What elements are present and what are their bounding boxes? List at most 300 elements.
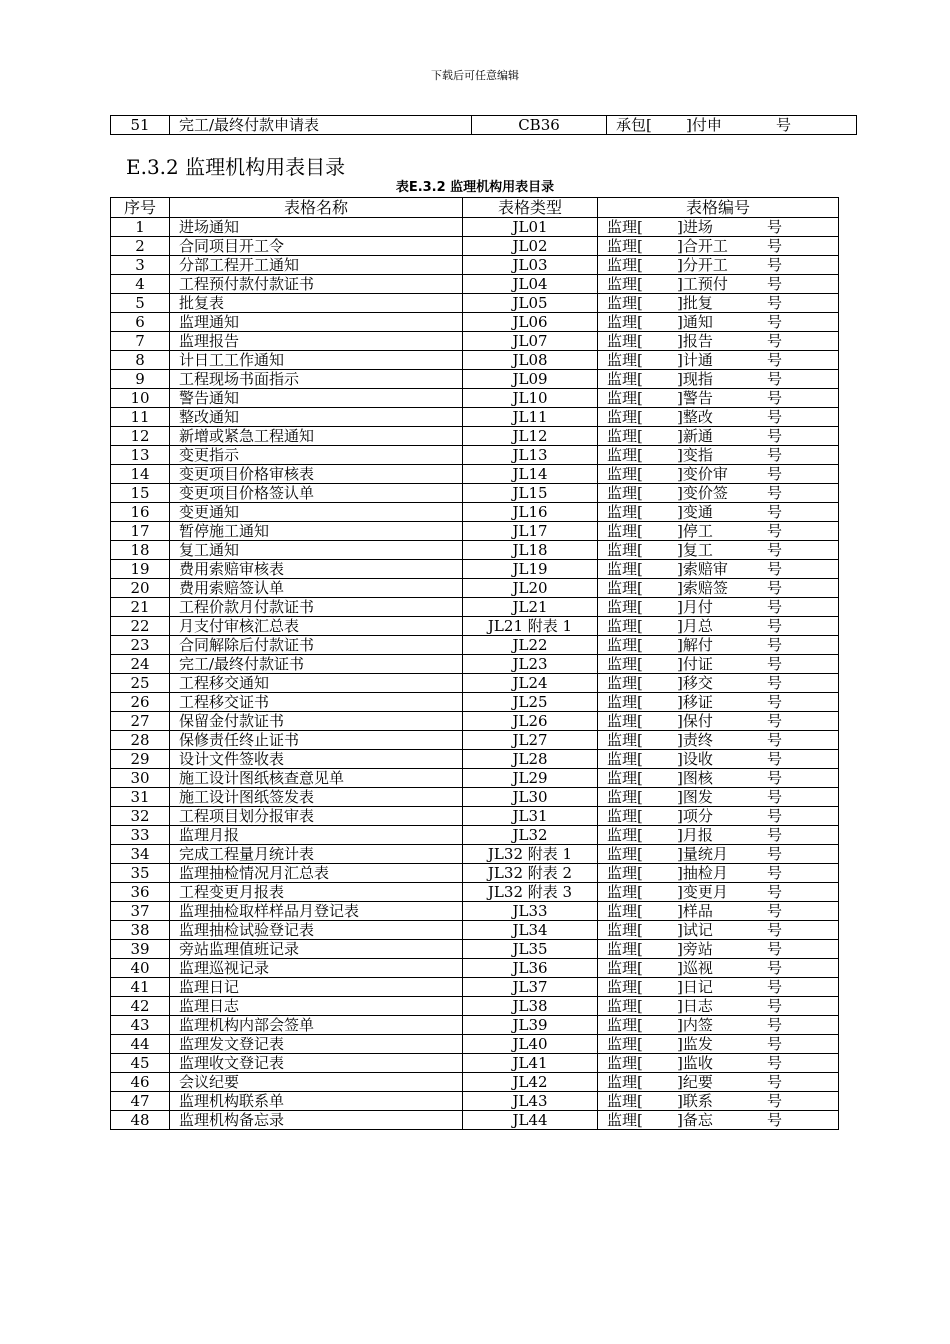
form-code: [598, 997, 839, 1016]
code-suffix: 号: [767, 503, 783, 521]
form-type: JL29: [463, 769, 598, 788]
code-abbrev: ]旁站: [677, 940, 713, 958]
code-abbrev: ]索赔签: [677, 579, 728, 597]
form-name: 复工通知: [170, 541, 463, 560]
table-row: [111, 769, 839, 788]
section-title: E.3.2 监理机构用表目录: [126, 155, 346, 179]
form-type: JL30: [463, 788, 598, 807]
code-abbrev: ]变价签: [677, 484, 728, 502]
table-row: [111, 1092, 839, 1111]
code-prefix: 监理[: [607, 218, 643, 236]
form-code: [598, 921, 839, 940]
table-header-row: [111, 198, 839, 218]
form-type: JL04: [463, 275, 598, 294]
row-number: 11: [111, 408, 170, 427]
code-abbrev: ]整改: [677, 408, 713, 426]
form-type: JL28: [463, 750, 598, 769]
form-type: JL34: [463, 921, 598, 940]
row-number: 18: [111, 541, 170, 560]
form-type: JL25: [463, 693, 598, 712]
row-number: 22: [111, 617, 170, 636]
form-type: JL16: [463, 503, 598, 522]
form-type: JL22: [463, 636, 598, 655]
code-prefix: 监理[: [607, 712, 643, 730]
form-type: JL27: [463, 731, 598, 750]
code-suffix: 号: [767, 712, 783, 730]
row-number: 30: [111, 769, 170, 788]
header-note: 下载后可任意编辑: [431, 69, 519, 82]
form-name: 监理收文登记表: [170, 1054, 463, 1073]
code-abbrev: ]变指: [677, 446, 713, 464]
code-prefix: 承包[: [616, 116, 652, 134]
table-row: [111, 978, 839, 997]
form-code: [598, 1111, 839, 1130]
code-abbrev: ]变更月: [677, 883, 728, 901]
code-abbrev: ]监收: [677, 1054, 713, 1072]
form-name: 批复表: [170, 294, 463, 313]
form-type: JL10: [463, 389, 598, 408]
code-suffix: 号: [767, 465, 783, 483]
code-abbrev: ]工预付: [677, 275, 728, 293]
code-prefix: 监理[: [607, 655, 643, 673]
form-name: 变更指示: [170, 446, 463, 465]
row-number: 42: [111, 997, 170, 1016]
form-code: [598, 693, 839, 712]
form-name: 监理巡视记录: [170, 959, 463, 978]
table-row: [111, 313, 839, 332]
code-suffix: 号: [767, 313, 783, 331]
code-prefix: 监理[: [607, 1092, 643, 1110]
code-suffix: 号: [767, 332, 783, 350]
code-suffix: 号: [767, 693, 783, 711]
form-name: 保修责任终止证书: [170, 731, 463, 750]
form-type: JL08: [463, 351, 598, 370]
table-row: [111, 674, 839, 693]
row-number: 33: [111, 826, 170, 845]
code-abbrev: ]计通: [677, 351, 713, 369]
form-code: [598, 1054, 839, 1073]
code-suffix: 号: [767, 218, 783, 236]
row-number: 17: [111, 522, 170, 541]
table-row: [111, 788, 839, 807]
form-type: JL32 附表 1: [463, 845, 598, 864]
form-name: 整改通知: [170, 408, 463, 427]
form-type: JL26: [463, 712, 598, 731]
form-code: [598, 712, 839, 731]
table-row: [111, 294, 839, 313]
code-suffix: 号: [767, 617, 783, 635]
form-code: [598, 788, 839, 807]
form-name: 监理机构联系单: [170, 1092, 463, 1111]
code-suffix: 号: [767, 1016, 783, 1034]
code-prefix: 监理[: [607, 522, 643, 540]
code-suffix: 号: [767, 1092, 783, 1110]
table-row: [111, 1016, 839, 1035]
code-abbrev: ]巡视: [677, 959, 713, 977]
row-number: 23: [111, 636, 170, 655]
code-suffix: 号: [767, 408, 783, 426]
code-abbrev: ]监发: [677, 1035, 713, 1053]
code-suffix: 号: [767, 731, 783, 749]
form-code: [598, 294, 839, 313]
table-row: [111, 1073, 839, 1092]
code-suffix: 号: [767, 389, 783, 407]
code-suffix: 号: [767, 864, 783, 882]
row-number: 14: [111, 465, 170, 484]
code-abbrev: ]报告: [677, 332, 713, 350]
code-prefix: 监理[: [607, 902, 643, 920]
form-code: [598, 864, 839, 883]
code-suffix: 号: [767, 256, 783, 274]
column-header-number: 序号: [111, 198, 170, 218]
table-row: [111, 750, 839, 769]
table-row: [111, 503, 839, 522]
form-type: JL17: [463, 522, 598, 541]
form-type: JL12: [463, 427, 598, 446]
form-code: [598, 674, 839, 693]
code-prefix: 监理[: [607, 256, 643, 274]
form-code: [607, 116, 857, 135]
row-number: 29: [111, 750, 170, 769]
code-prefix: 监理[: [607, 1111, 643, 1129]
form-type: JL03: [463, 256, 598, 275]
form-type: JL32 附表 3: [463, 883, 598, 902]
code-prefix: 监理[: [607, 788, 643, 806]
table-row: [111, 712, 839, 731]
code-prefix: 监理[: [607, 826, 643, 844]
form-type: JL31: [463, 807, 598, 826]
row-number: 32: [111, 807, 170, 826]
table-row: [111, 1111, 839, 1130]
row-number: 43: [111, 1016, 170, 1035]
form-code: [598, 826, 839, 845]
form-name: 变更项目价格签认单: [170, 484, 463, 503]
row-number: 8: [111, 351, 170, 370]
form-code: [598, 883, 839, 902]
form-code: [598, 351, 839, 370]
code-prefix: 监理[: [607, 750, 643, 768]
table-row: [111, 332, 839, 351]
form-name: 会议纪要: [170, 1073, 463, 1092]
code-abbrev: ]付申: [686, 116, 722, 134]
code-suffix: 号: [767, 351, 783, 369]
code-prefix: 监理[: [607, 845, 643, 863]
form-type: JL39: [463, 1016, 598, 1035]
row-number: 3: [111, 256, 170, 275]
row-number: 25: [111, 674, 170, 693]
form-type: JL14: [463, 465, 598, 484]
form-code: [598, 1016, 839, 1035]
table-row: [111, 579, 839, 598]
form-name: 暂停施工通知: [170, 522, 463, 541]
code-prefix: 监理[: [607, 294, 643, 312]
row-number: 37: [111, 902, 170, 921]
row-number: 16: [111, 503, 170, 522]
form-name: 工程项目划分报审表: [170, 807, 463, 826]
table-row: [111, 997, 839, 1016]
table-row: [111, 693, 839, 712]
row-number: 46: [111, 1073, 170, 1092]
table-row: [111, 446, 839, 465]
form-type: JL11: [463, 408, 598, 427]
table-row: [111, 921, 839, 940]
row-number: 5: [111, 294, 170, 313]
code-suffix: 号: [767, 1035, 783, 1053]
code-abbrev: ]索赔审: [677, 560, 728, 578]
row-number: 44: [111, 1035, 170, 1054]
form-code: [598, 218, 839, 237]
form-code: [598, 940, 839, 959]
code-prefix: 监理[: [607, 940, 643, 958]
form-name: 监理机构备忘录: [170, 1111, 463, 1130]
code-suffix: 号: [767, 959, 783, 977]
code-suffix: 号: [767, 902, 783, 920]
form-name: 变更项目价格审核表: [170, 465, 463, 484]
form-name: 监理日记: [170, 978, 463, 997]
form-type: CB36: [472, 116, 607, 135]
row-number: 6: [111, 313, 170, 332]
form-type: JL40: [463, 1035, 598, 1054]
form-name: 月支付审核汇总表: [170, 617, 463, 636]
form-name: 监理发文登记表: [170, 1035, 463, 1054]
row-number: 47: [111, 1092, 170, 1111]
row-number: 40: [111, 959, 170, 978]
form-type: JL07: [463, 332, 598, 351]
form-name: 工程价款月付款证书: [170, 598, 463, 617]
table-row: [111, 1035, 839, 1054]
code-prefix: 监理[: [607, 959, 643, 977]
code-suffix: 号: [767, 484, 783, 502]
code-abbrev: ]责终: [677, 731, 713, 749]
code-prefix: 监理[: [607, 560, 643, 578]
form-code: [598, 978, 839, 997]
code-abbrev: ]保付: [677, 712, 713, 730]
form-name: 费用索赔签认单: [170, 579, 463, 598]
code-abbrev: ]项分: [677, 807, 713, 825]
row-number: 13: [111, 446, 170, 465]
form-name: 工程移交证书: [170, 693, 463, 712]
code-suffix: 号: [767, 655, 783, 673]
row-number: 19: [111, 560, 170, 579]
form-name: 完成工程量月统计表: [170, 845, 463, 864]
form-type: JL21: [463, 598, 598, 617]
code-suffix: 号: [767, 1111, 783, 1129]
code-abbrev: ]月总: [677, 617, 713, 635]
form-code: [598, 541, 839, 560]
code-abbrev: ]付证: [677, 655, 713, 673]
row-number: 39: [111, 940, 170, 959]
row-number: 2: [111, 237, 170, 256]
form-code: [598, 1035, 839, 1054]
form-type: JL01: [463, 218, 598, 237]
row-number: 9: [111, 370, 170, 389]
code-prefix: 监理[: [607, 541, 643, 559]
code-prefix: 监理[: [607, 1054, 643, 1072]
code-prefix: 监理[: [607, 465, 643, 483]
code-abbrev: ]日志: [677, 997, 713, 1015]
code-abbrev: ]量统月: [677, 845, 728, 863]
form-name: 工程变更月报表: [170, 883, 463, 902]
code-suffix: 号: [767, 940, 783, 958]
form-name: 监理月报: [170, 826, 463, 845]
code-abbrev: ]图发: [677, 788, 713, 806]
code-prefix: 监理[: [607, 1073, 643, 1091]
form-type: JL32: [463, 826, 598, 845]
form-type: JL35: [463, 940, 598, 959]
form-code: [598, 560, 839, 579]
form-name: 施工设计图纸核查意见单: [170, 769, 463, 788]
code-suffix: 号: [767, 845, 783, 863]
code-suffix: 号: [767, 294, 783, 312]
code-abbrev: ]新通: [677, 427, 713, 445]
table-row: [111, 116, 857, 135]
form-name: 计日工工作通知: [170, 351, 463, 370]
code-suffix: 号: [767, 1073, 783, 1091]
form-name: 保留金付款证书: [170, 712, 463, 731]
row-number: 38: [111, 921, 170, 940]
form-code: [598, 636, 839, 655]
code-prefix: 监理[: [607, 332, 643, 350]
code-abbrev: ]变价审: [677, 465, 728, 483]
row-number: 21: [111, 598, 170, 617]
form-type: JL21 附表 1: [463, 617, 598, 636]
form-code: [598, 313, 839, 332]
code-abbrev: ]图核: [677, 769, 713, 787]
table-row: [111, 427, 839, 446]
table-row: [111, 864, 839, 883]
code-prefix: 监理[: [607, 598, 643, 616]
form-name: 监理机构内部会签单: [170, 1016, 463, 1035]
code-suffix: 号: [767, 978, 783, 996]
code-abbrev: ]警告: [677, 389, 713, 407]
form-type: JL15: [463, 484, 598, 503]
form-name: 工程现场书面指示: [170, 370, 463, 389]
code-abbrev: ]备忘: [677, 1111, 713, 1129]
form-code: [598, 332, 839, 351]
table-row: [111, 845, 839, 864]
table-row: [111, 389, 839, 408]
code-prefix: 监理[: [607, 864, 643, 882]
form-name: 施工设计图纸签发表: [170, 788, 463, 807]
code-prefix: 监理[: [607, 351, 643, 369]
code-abbrev: ]抽检月: [677, 864, 728, 882]
form-type: JL44: [463, 1111, 598, 1130]
code-prefix: 监理[: [607, 636, 643, 654]
code-prefix: 监理[: [607, 408, 643, 426]
code-suffix: 号: [767, 997, 783, 1015]
form-type: JL32 附表 2: [463, 864, 598, 883]
form-name: 工程预付款付款证书: [170, 275, 463, 294]
table-row: [111, 237, 839, 256]
code-prefix: 监理[: [607, 674, 643, 692]
code-abbrev: ]批复: [677, 294, 713, 312]
row-number: 27: [111, 712, 170, 731]
code-prefix: 监理[: [607, 731, 643, 749]
code-prefix: 监理[: [607, 1016, 643, 1034]
table-row: [111, 731, 839, 750]
row-number: 4: [111, 275, 170, 294]
code-prefix: 监理[: [607, 579, 643, 597]
form-code: [598, 845, 839, 864]
row-number: 1: [111, 218, 170, 237]
form-code: [598, 237, 839, 256]
form-type: JL05: [463, 294, 598, 313]
code-prefix: 监理[: [607, 997, 643, 1015]
code-abbrev: ]复工: [677, 541, 713, 559]
table-row: [111, 351, 839, 370]
form-name: 分部工程开工通知: [170, 256, 463, 275]
code-suffix: 号: [767, 370, 783, 388]
form-name: 监理日志: [170, 997, 463, 1016]
row-number: 41: [111, 978, 170, 997]
form-code: [598, 370, 839, 389]
column-header-name: 表格名称: [170, 198, 463, 218]
code-abbrev: ]停工: [677, 522, 713, 540]
form-name: 完工/最终付款申请表: [170, 116, 472, 135]
code-prefix: 监理[: [607, 313, 643, 331]
code-prefix: 监理[: [607, 484, 643, 502]
code-prefix: 监理[: [607, 427, 643, 445]
code-prefix: 监理[: [607, 617, 643, 635]
code-abbrev: ]样品: [677, 902, 713, 920]
form-name: 费用索赔审核表: [170, 560, 463, 579]
row-number: 20: [111, 579, 170, 598]
code-abbrev: ]变通: [677, 503, 713, 521]
table-row: [111, 617, 839, 636]
form-name: 监理抽检试验登记表: [170, 921, 463, 940]
row-number: 28: [111, 731, 170, 750]
form-code: [598, 598, 839, 617]
code-prefix: 监理[: [607, 370, 643, 388]
row-number: 26: [111, 693, 170, 712]
code-abbrev: ]试记: [677, 921, 713, 939]
code-abbrev: ]设收: [677, 750, 713, 768]
form-name: 合同解除后付款证书: [170, 636, 463, 655]
table-row: [111, 655, 839, 674]
form-name: 进场通知: [170, 218, 463, 237]
form-code: [598, 446, 839, 465]
code-suffix: 号: [767, 674, 783, 692]
form-code: [598, 465, 839, 484]
table-row: [111, 883, 839, 902]
form-type: JL41: [463, 1054, 598, 1073]
row-number: 15: [111, 484, 170, 503]
row-number: 51: [111, 116, 170, 135]
table-row: [111, 465, 839, 484]
form-type: JL19: [463, 560, 598, 579]
code-prefix: 监理[: [607, 446, 643, 464]
code-abbrev: ]分开工: [677, 256, 728, 274]
code-abbrev: ]移交: [677, 674, 713, 692]
code-suffix: 号: [767, 598, 783, 616]
form-type: JL06: [463, 313, 598, 332]
form-code: [598, 503, 839, 522]
code-suffix: 号: [767, 579, 783, 597]
row-number: 35: [111, 864, 170, 883]
form-type: JL18: [463, 541, 598, 560]
code-prefix: 监理[: [607, 503, 643, 521]
code-suffix: 号: [767, 807, 783, 825]
code-abbrev: ]纪要: [677, 1073, 713, 1091]
form-name: 监理通知: [170, 313, 463, 332]
row-number: 31: [111, 788, 170, 807]
table-row: [111, 902, 839, 921]
table-caption: 表E.3.2 监理机构用表目录: [395, 180, 555, 195]
code-suffix: 号: [767, 636, 783, 654]
form-name: 完工/最终付款证书: [170, 655, 463, 674]
code-prefix: 监理[: [607, 389, 643, 407]
code-suffix: 号: [767, 522, 783, 540]
